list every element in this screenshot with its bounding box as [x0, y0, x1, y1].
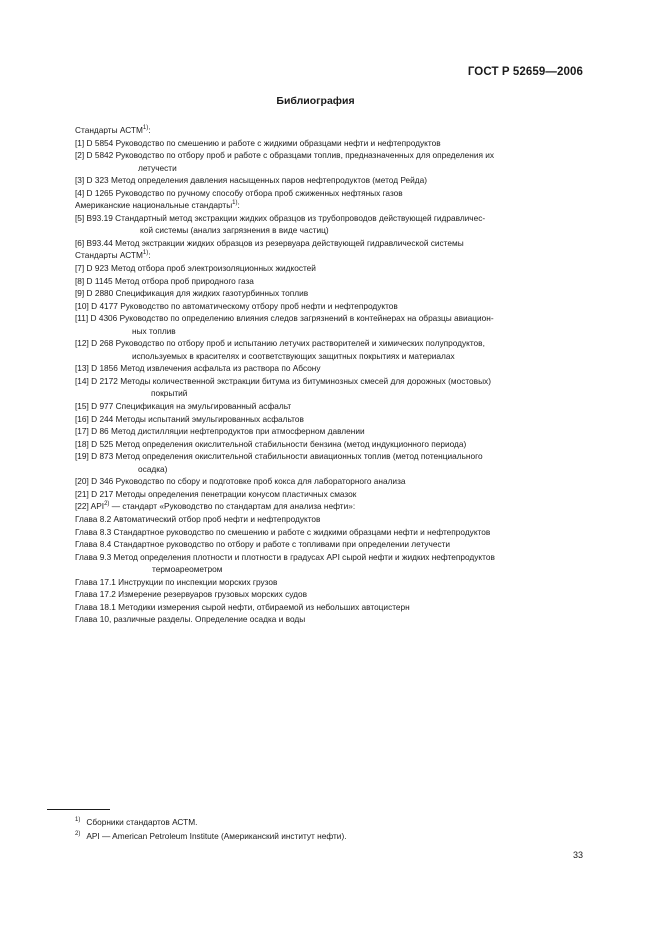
bib-entry: [20] D 346 Руководство по сбору и подготовке проб кокса для лабораторного анализа	[75, 476, 406, 487]
bib-entry: [17] D 86 Метод дистилляции нефтепродуктов при атмосферном давлении	[75, 426, 365, 437]
bib-entry: [10] D 4177 Руководство по автоматическому отбору проб нефти и нефтепродуктов	[75, 300, 398, 311]
bib-entry: [7] D 923 Метод отбора проб электроизоляционных жидкостей	[75, 263, 316, 274]
bib-entry-continuation: летучести	[138, 162, 177, 173]
group-heading-astm: Стандарты АСТМ$^{1)}$:	[75, 250, 151, 261]
bib-entry: [4] D 1265 Руководство по ручному способу отбора проб сжиженных нефтяных газов	[75, 187, 403, 198]
section-title: Библиография	[276, 95, 355, 107]
footnote-marker: 1)	[142, 250, 149, 257]
group-heading-astm: Стандарты АСТМ$^{1)}$:	[75, 125, 151, 135]
chapter-entry-continuation: термоареометром	[152, 564, 223, 575]
bib-entry: [21] D 217 Методы определения пенетрации конусом пластичных смазок	[75, 488, 357, 499]
footnote-marker: 1)	[142, 125, 149, 131]
bib-entry: [13] D 1856 Метод извлечения асфальта из раствора по Абсону	[75, 363, 321, 374]
bib-entry-continuation: осадка)	[138, 463, 168, 474]
bib-entry: [3] D 323 Метод определения давления насыщенных паров нефтепродуктов (метод Рейда)	[75, 175, 428, 186]
bib-entry-continuation: используемых в красителях и соответствующих защитных покрытиях и материалах	[132, 350, 455, 361]
bib-entry: [19] D 873 Метод определения окислительной стабильности авиационных топлив (метод потенциального	[75, 451, 483, 462]
chapter-entry: Глава 9.3 Метод определения плотности и плотности в градусах API сырой нефти и жидких нефтепродуктов	[75, 551, 495, 562]
chapter-entry: Глава 17.2 Измерение резервуаров грузовых морских судов	[75, 589, 307, 600]
bib-entry: [11] D 4306 Руководство по определению влияния следов загрязнений в контейнерах на образцы авиацион-	[75, 313, 494, 324]
bibliography-list	[75, 124, 585, 626]
chapter-entry: Глава 17.1 Инструкции по инспекции морских грузов	[75, 576, 278, 587]
bib-entry: [12] D 268 Руководство по отбору проб и испытанию летучих растворителей и химических полупродуктов,	[75, 338, 485, 349]
chapter-entry: Глава 18.1 Методики измерения сырой нефти, отбираемой из небольших автоцистерн	[75, 601, 410, 612]
bib-entry: [14] D 2172 Методы количественной экстракции битума из битуминозных смесей для дорожных (мостовых)	[75, 375, 491, 386]
bib-entry: [15] D 977 Спецификация на эмульгированный асфальт	[75, 401, 292, 412]
bib-entry: [9] D 2880 Спецификация для жидких газотурбинных топлив	[75, 288, 309, 299]
footnote-1: $^{1)}$ Сборники стандартов АСТМ.	[75, 817, 198, 827]
footnote-marker: 1)	[232, 200, 238, 207]
document-code: ГОСТ Р 52659—2006	[467, 66, 583, 78]
bib-entry: [2] D 5842 Руководство по отбору проб и работе с образцами топлив, предназначенных для определения их	[75, 150, 495, 161]
chapter-entry: Глава 8.4 Стандартное руководство по отбору и работе с топливами при определении летучести	[75, 539, 451, 550]
bib-entry: [6] B93.44 Метод экстракции жидких образцов из резервуара действующей гидравлической системы	[75, 237, 464, 248]
footnote-separator	[47, 809, 110, 810]
bib-entry: [18] D 525 Метод определения окислительной стабильности бензина (метод индукционного периода)	[75, 438, 467, 449]
bib-entry-api: [22] API$^{2)}$ — стандарт «Руководство по стандартам для анализа нефти»:	[75, 501, 356, 512]
bib-entry-continuation: кой системы (анализ загрязнения в виде частиц)	[140, 225, 329, 236]
page-number: 33	[572, 850, 583, 860]
bib-entry: [8] D 1145 Метод отбора проб природного газа	[75, 275, 254, 286]
chapter-entry: Глава 8.2 Автоматический отбор проб нефти и нефтепродуктов	[75, 513, 321, 524]
bib-entry-continuation: ных топлив	[132, 325, 176, 336]
group-heading-anc: Американские национальные стандарты$^{1)}$:	[75, 200, 240, 211]
chapter-entry: Глава 8.3 Стандартное руководство по смешению и работе с жидкими образцами нефти и нефтепродуктов	[75, 526, 491, 537]
footnote-marker: 2)	[104, 501, 110, 508]
bib-entry: [1] D 5854 Руководство по смешению и работе с жидкими образцами нефти и нефтепродуктов	[75, 137, 441, 148]
bib-entry: [16] D 244 Методы испытаний эмульгированных асфальтов	[75, 413, 304, 424]
chapter-entry: Глава 10, различные разделы. Определение осадка и воды	[75, 614, 306, 625]
bib-entry-continuation: покрытий	[151, 388, 188, 399]
footnote-2: $^{2)}$ API — American Petroleum Institute (Американский институт нефти).	[75, 831, 347, 841]
bib-entry: [5] B93.19 Стандартный метод экстракции жидких образцов из трубопроводов действующей гидравличес-	[75, 212, 486, 223]
